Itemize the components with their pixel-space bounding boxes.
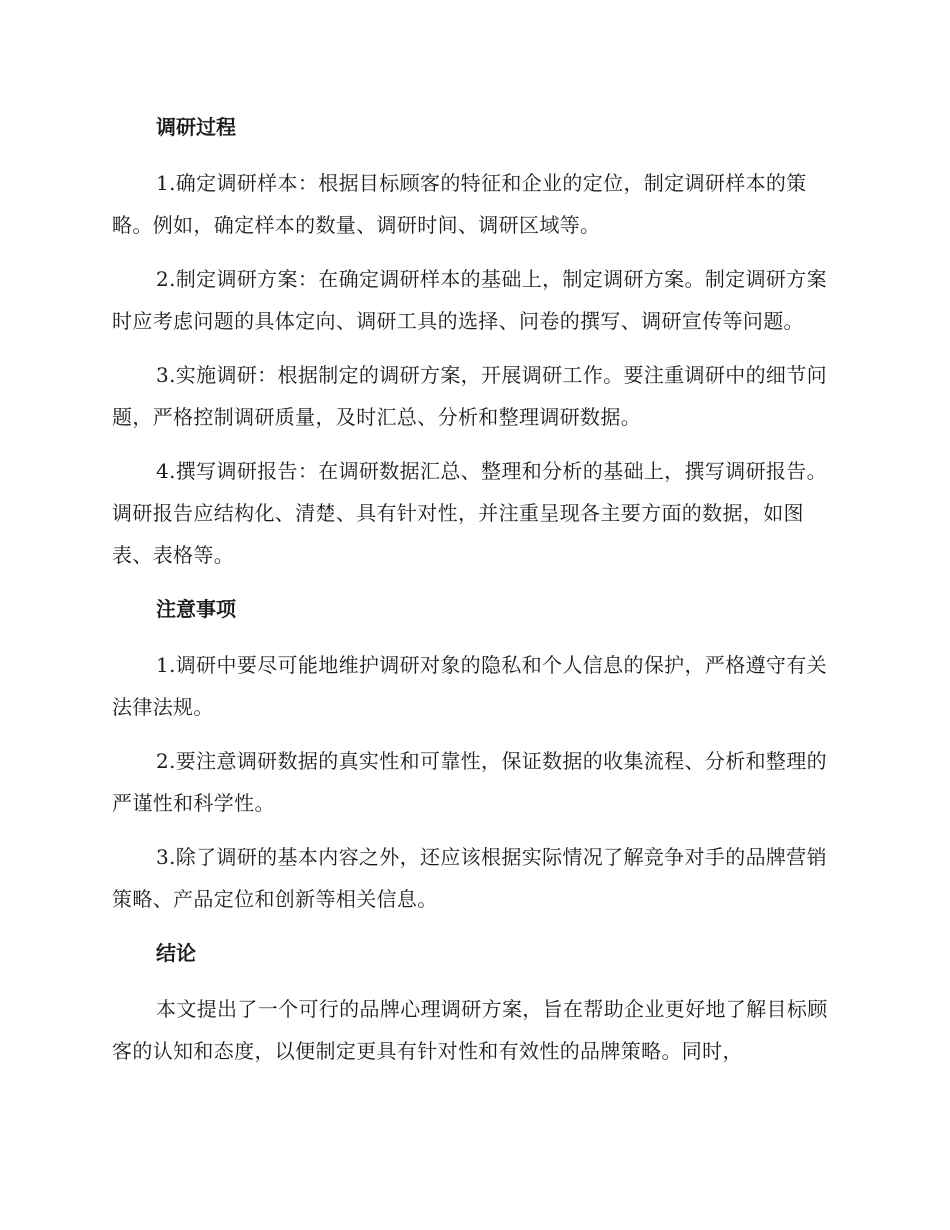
paragraph: 2.制定调研方案：在确定调研样本的基础上，制定调研方案。制定调研方案时应考虑问题的具体定向、调研工具的选择、问卷的撰写、调研宣传等问题。 <box>112 267 827 333</box>
paragraph: 1.确定调研样本：根据目标顾客的特征和企业的定位，制定调研样本的策略。例如，确定样本的数量、调研时间、调研区域等。 <box>112 171 807 237</box>
paragraph: 3.除了调研的基本内容之外，还应该根据实际情况了解竞争对手的品牌营销策略、产品定位和创新等相关信息。 <box>112 845 827 911</box>
paragraph: 2.要注意调研数据的真实性和可靠性，保证数据的收集流程、分析和整理的严谨性和科学性。 <box>112 749 827 815</box>
paragraph: 4.撰写调研报告：在调研数据汇总、整理和分析的基础上，撰写调研报告。调研报告应结构化、清楚、具有针对性，并注重呈现各主要方面的数据，如图表、表格等。 <box>112 459 827 567</box>
section-heading-notes: 注意事项 <box>156 597 236 621</box>
paragraph: 1.调研中要尽可能地维护调研对象的隐私和个人信息的保护，严格遵守有关法律法规。 <box>112 653 827 719</box>
document-page <box>112 106 834 1084</box>
section-heading-conclusion: 结论 <box>156 941 196 965</box>
section-heading-research-process: 调研过程 <box>156 115 236 139</box>
paragraph: 本文提出了一个可行的品牌心理调研方案，旨在帮助企业更好地了解目标顾客的认知和态度，以便制定更具有针对性和有效性的品牌策略。同时， <box>112 997 828 1063</box>
paragraph: 3.实施调研：根据制定的调研方案，开展调研工作。要注重调研中的细节问题，严格控制调研质量，及时汇总、分析和整理调研数据。 <box>112 363 827 429</box>
